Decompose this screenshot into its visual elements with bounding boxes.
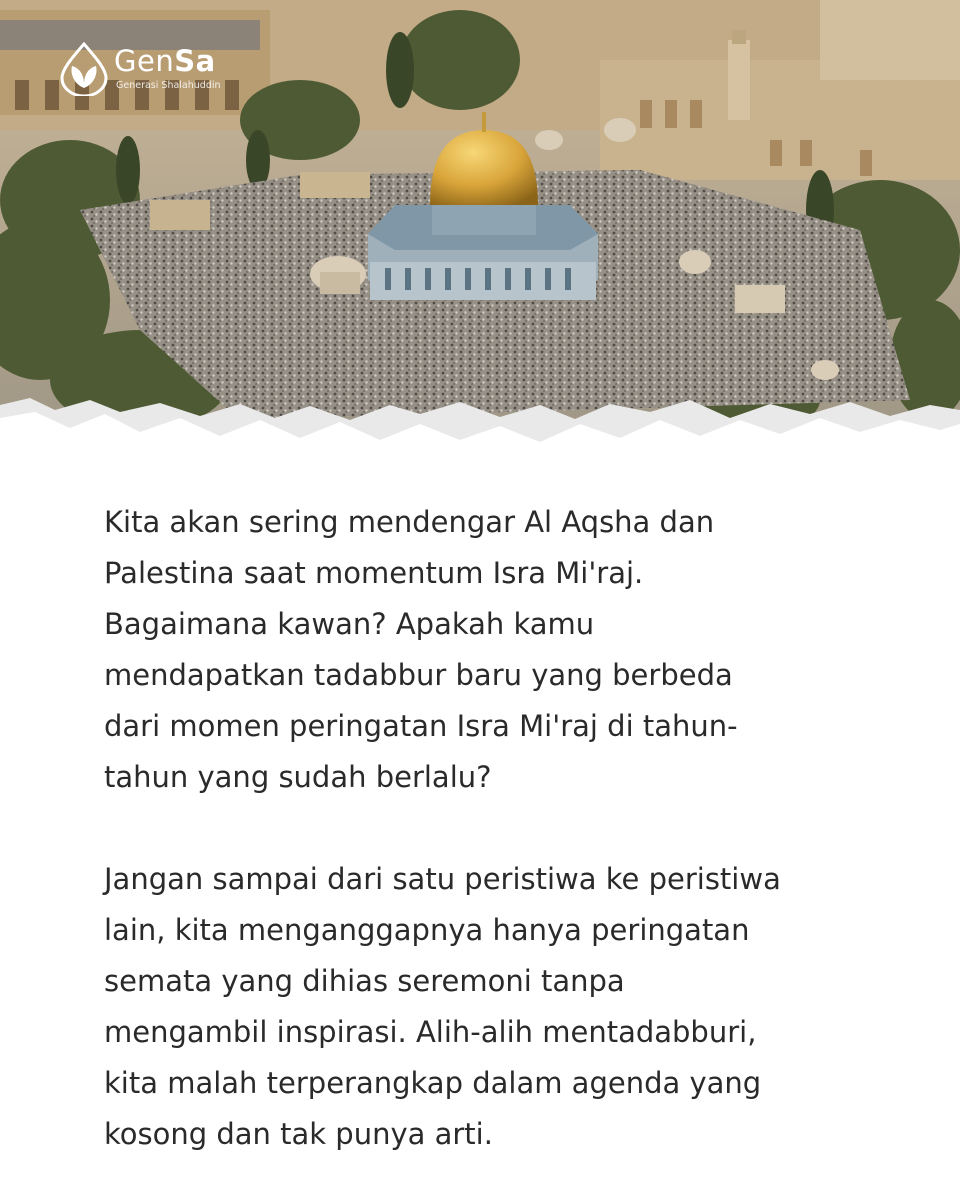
brand-name-gen: Gen bbox=[114, 44, 175, 78]
paragraph-1: Kita akan sering mendengar Al Aqsha dan Palestina saat momentum Isra Mi'raj. Bagaimana kawan? Apakah kamu mendapatkan tadabbur baru yang berbeda dari momen peringatan Isra Mi'raj di tahun- tahun yang sudah berlalu? bbox=[104, 505, 738, 794]
brand-logo bbox=[58, 40, 258, 100]
article-body bbox=[104, 497, 864, 1160]
hero-photo bbox=[0, 0, 960, 470]
paragraph-2: Jangan sampai dari satu peristiwa ke peristiwa lain, kita menganggapnya hanya peringatan semata yang dihias seremoni tanpa mengambil inspirasi. Alih-alih mentadabburi, kita malah terperangkap dalam agenda yang kosong dan tak punya arti. bbox=[104, 862, 781, 1151]
brand-name-sa: Sa bbox=[174, 44, 216, 78]
brand-tagline: Generasi Shalahuddin bbox=[116, 80, 221, 91]
leaf-drop-logo-icon bbox=[58, 40, 110, 96]
brand-name bbox=[114, 44, 216, 78]
